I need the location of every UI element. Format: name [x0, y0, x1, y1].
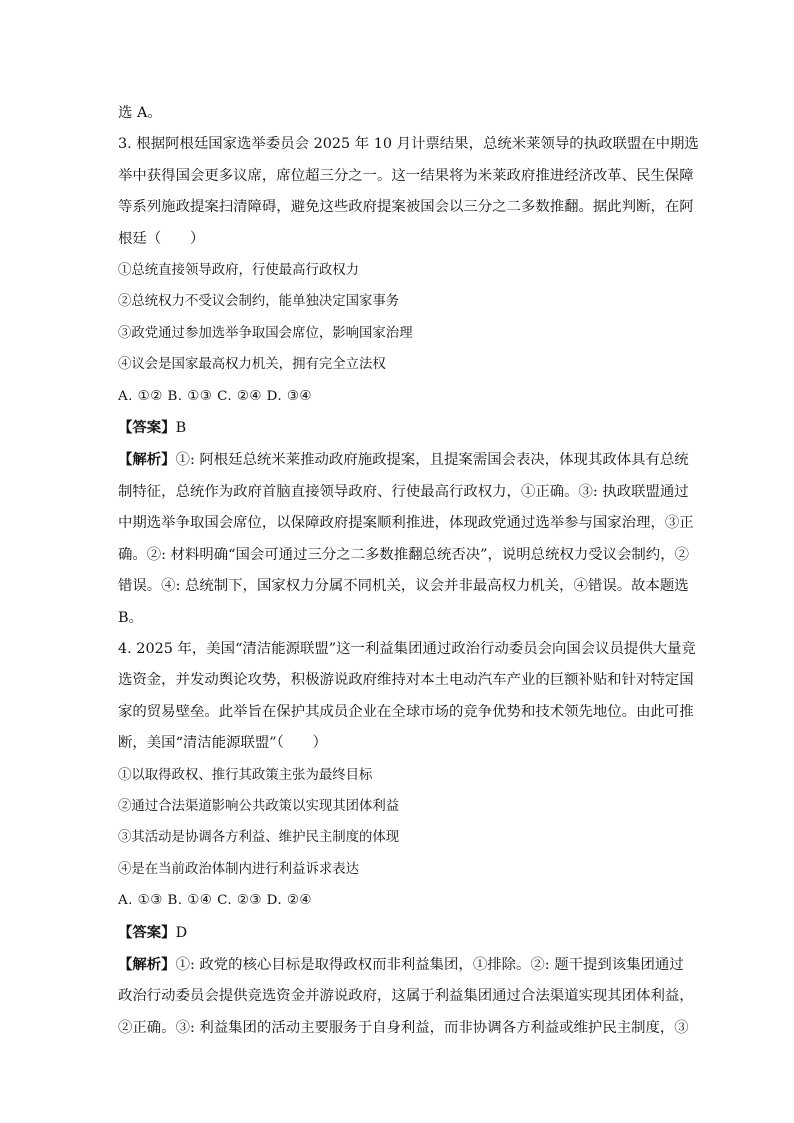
analysis-line: [118, 444, 689, 476]
question-4: [118, 634, 696, 1044]
analysis-line: 中期选举争取国会席位，以保障政府提案顺利推进，体现政党通过选举参与国家治理，③正: [118, 515, 694, 532]
analysis-line: [118, 949, 684, 981]
question-4-option-4: ④是在当前政治体制内进行利益诉求表达: [118, 861, 360, 877]
analysis-text: ①: 阿根廷总统米莱推动政府施政提案，且提案需国会表决，体现其政体具有总统: [175, 452, 689, 469]
question-3-option-4: ④议会是国家最高权力机关，拥有完全立法权: [118, 357, 386, 373]
question-3-option-2: ②总统权力不受议会制约，能单独决定国家事务: [118, 294, 400, 310]
question-4-option-3: ③其活动是协调各方利益、维护民主制度的体现: [118, 830, 400, 846]
analysis-text: ①: 政党的核心目标是取得政权而非利益集团，①排除。②: 题干提到该集团通过: [175, 956, 684, 973]
answer-label: 【答案】: [118, 923, 176, 941]
stem-line: 3. 根据阿根廷国家选举委员会 2025 年 10 月计票结果，总统米莱领导的执政联盟在中期选: [118, 136, 699, 153]
stem-line: 根廷（ ）: [118, 230, 205, 247]
analysis-line: B。: [118, 609, 143, 626]
analysis-label: 【解析】: [118, 955, 176, 973]
stem-line: 4. 2025 年，美国“清洁能源联盟”这一利益集团通过政治行动委员会向国会议员提供大量竞: [118, 640, 696, 657]
question-4-choices: A. ①③ B. ①④ C. ②③ D. ②④: [118, 893, 312, 909]
stem-line: 等系列施政提案扫清障碍，避免这些政府提案被国会以三分之二多数推翻。据此判断，在阿: [118, 199, 694, 216]
stem-line: 举中获得国会更多议席，席位超三分之一。这一结果将为米莱政府推进经济改革、民生保障: [118, 167, 694, 184]
question-3-option-1: ①总统直接领导政府，行使最高行政权力: [118, 263, 360, 279]
question-4-answer: [118, 917, 680, 949]
document-content: [118, 98, 699, 1044]
question-3-answer: [118, 412, 680, 444]
question-3-option-3: ③政党通过参加选举争取国会席位，影响国家治理: [118, 325, 413, 341]
analysis-label: 【解析】: [118, 451, 176, 469]
question-3-choices: A. ①② B. ①③ C. ②④ D. ③④: [118, 388, 312, 404]
question-3-stem: [118, 129, 699, 255]
question-4-option-1: ①以取得政权、推行其政策主张为最终目标: [118, 767, 373, 783]
analysis-line: 制特征，总统作为政府首脑直接领导政府、行使最高行政权力，①正确。③: 执政联盟通过: [118, 483, 689, 500]
previous-answer-tail: 选 A。: [118, 105, 162, 121]
question-4-option-2: ②通过合法渠道影响公共政策以实现其团体利益: [118, 798, 400, 814]
question-3: [118, 129, 699, 634]
stem-line: 断，美国“清洁能源联盟”（ ）: [118, 735, 327, 752]
answer-value: D: [175, 924, 188, 941]
answer-label: 【答案】: [118, 419, 176, 437]
analysis-line: 政治行动委员会提供竞选资金并游说政府，这属于利益集团通过合法渠道实现其团体利益，: [118, 988, 694, 1005]
question-3-analysis: [118, 444, 694, 633]
question-4-stem: [118, 634, 696, 760]
analysis-line: 错误。④: 总统制下，国家权力分属不同机关，议会并非最高权力机关，④错误。故本题选: [118, 578, 689, 595]
analysis-line: 确。②: 材料明确“国会可通过三分之二多数推翻总统否决”，说明总统权力受议会制约，②: [118, 546, 689, 563]
stem-line: 家的贸易壁垒。此举旨在保护其成员企业在全球市场的竞争优势和技术领先地位。由此可推: [118, 703, 694, 720]
analysis-line: ②正确。③: 利益集团的活动主要服务于自身利益，而非协调各方利益或维护民主制度，③: [118, 1019, 689, 1036]
question-4-analysis: [118, 949, 694, 1044]
stem-line: 选资金，并发动舆论攻势，积极游说政府维持对本土电动汽车产业的巨额补贴和针对特定国: [118, 672, 694, 689]
answer-value: B: [175, 420, 187, 437]
